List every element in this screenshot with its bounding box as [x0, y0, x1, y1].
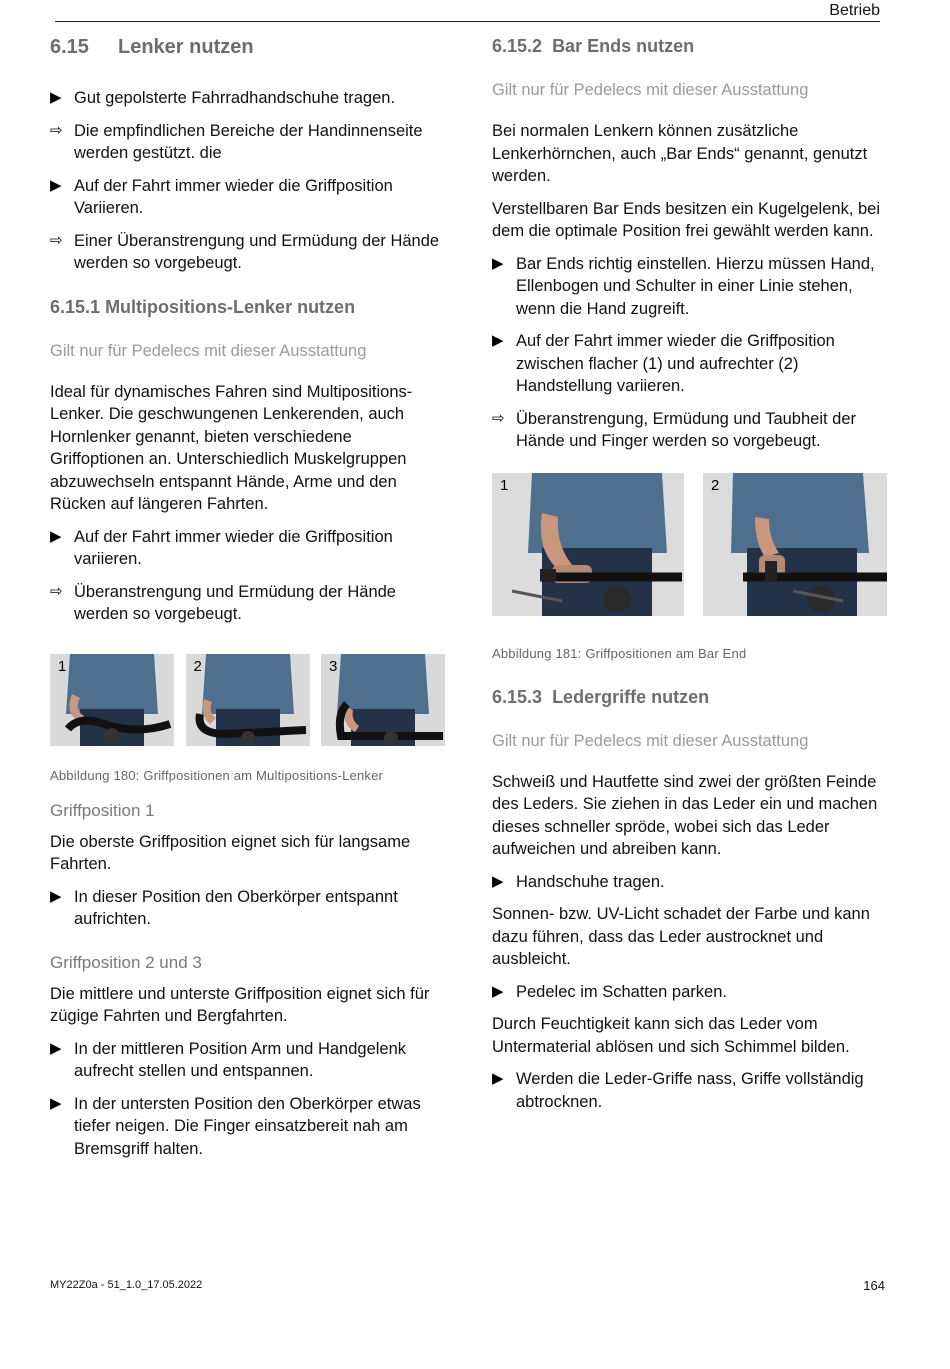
action-step: ▶ Gut gepolsterte Fahrradhandschuhe tragen.: [50, 87, 445, 110]
action-arrow-icon: ▶: [492, 254, 504, 272]
applicability-note: Gilt nur für Pedelecs mit dieser Ausstattung: [492, 731, 809, 750]
action-arrow-icon: ▶: [50, 887, 62, 905]
result-arrow-icon: ⇨: [492, 409, 505, 427]
leather-action-shade: ▶ Pedelec im Schatten parken.: [492, 981, 887, 1004]
applicability-note: Gilt nur für Pedelecs mit dieser Ausstattung: [50, 341, 367, 360]
multiposition-list: [50, 526, 445, 626]
photo-bar-end-1: [492, 473, 684, 616]
photo-illustration: [492, 473, 684, 616]
action-step: ▶ Bar Ends richtig einstellen. Hierzu müssen Hand, Ellenbogen und Schulter in einer Linie stehen, wenn die Hand zugreift.: [492, 254, 875, 318]
section-title: 6.15 Lenker nutzen: [50, 36, 254, 58]
photo-grip-3: [321, 654, 445, 746]
action-step: ▶ In dieser Position den Oberkörper entspannt aufrichten.: [50, 887, 398, 928]
photo-label: 3: [329, 657, 338, 675]
action-arrow-icon: ▶: [50, 1039, 62, 1057]
photo-grip-2: [186, 654, 310, 746]
subsection-title-bar-ends: 6.15.2 Bar Ends nutzen: [492, 36, 695, 56]
grip-23-title: Griffposition 2 und 3: [50, 952, 202, 972]
figure-180-caption: Abbildung 180: Griffpositionen am Multipositions-Lenker: [50, 767, 384, 783]
result-arrow-icon: ⇨: [50, 121, 63, 139]
action-arrow-icon: ▶: [492, 872, 504, 890]
leather-action-gloves: ▶ Handschuhe tragen.: [492, 871, 887, 894]
action-arrow-icon: ▶: [50, 1094, 62, 1112]
grip-1-title: Griffposition 1: [50, 800, 155, 820]
photo-grip-1: [50, 654, 174, 746]
result-step: ⇨ Überanstrengung und Ermüdung der Hände werden so vorgebeugt.: [50, 582, 396, 623]
left-column: [50, 30, 445, 1170]
document-id: MY22Z0a - 51_1.0_17.05.2022: [50, 1279, 203, 1291]
result-step: ⇨ Die empfindlichen Bereiche der Handinnenseite werden gestützt. die: [50, 121, 423, 162]
photo-illustration: [186, 654, 310, 746]
grip-23-list: [50, 1038, 445, 1161]
action-step: ▶ Auf der Fahrt immer wieder die Griffposition zwischen flacher (1) und aufrechter (2) Handstellung variieren.: [492, 332, 835, 395]
figure-180-photos: [50, 654, 445, 746]
grip-23-paragraph: Die mittlere und unterste Griffposition eignet sich für zügige Fahrten und Bergfahrten.: [50, 984, 430, 1025]
subsection-title-leather: 6.15.3 Ledergriffe nutzen: [492, 686, 710, 707]
action-arrow-icon: ▶: [492, 982, 504, 1000]
photo-illustration: [321, 654, 445, 746]
photo-illustration: [50, 654, 174, 746]
section-label: Betrieb: [829, 2, 880, 19]
bar-ends-list: [492, 253, 887, 453]
multiposition-paragraph: Ideal für dynamisches Fahren sind Multipositions-Lenker. Die geschwungenen Lenkerenden, auch Hornlenker genannt, bieten verschiedene Griffoptionen an. Unterschiedlich Muskelgruppen abzuwechseln entspannt Hände, Arme und den Rücken auf längeren Fahrten.: [50, 382, 413, 513]
result-step: ⇨ Überanstrengung, Ermüdung und Taubheit der Hände und Finger werden so vorgebeugt.: [492, 409, 857, 450]
action-arrow-icon: ▶: [50, 176, 62, 194]
subsection-title-multiposition: 6.15.1 Multipositions-Lenker nutzen: [50, 296, 356, 317]
action-arrow-icon: ▶: [492, 332, 504, 349]
bar-ends-paragraph-2: Verstellbaren Bar Ends besitzen ein Kugelgelenk, bei dem die optimale Position frei gewählt werden kann.: [492, 199, 880, 240]
action-arrow-icon: ▶: [50, 89, 62, 106]
photo-label: 1: [58, 657, 67, 675]
page-number: 164: [863, 1278, 885, 1293]
action-step: ▶ Auf der Fahrt immer wieder die Griffposition variieren.: [50, 527, 393, 568]
applicability-note: Gilt nur für Pedelecs mit dieser Ausstattung: [492, 81, 809, 99]
bar-ends-paragraph-1: Bei normalen Lenkern können zusätzliche Lenkerhörnchen, auch „Bar Ends“ genannt, genutzt werden.: [492, 122, 868, 185]
action-step: ▶ Auf der Fahrt immer wieder die Griffposition Variieren.: [50, 176, 393, 217]
action-step: ▶ In der untersten Position den Oberkörper etwas tiefer neigen. Die Finger einsatzbereit nah am Bremsgriff halten.: [50, 1094, 421, 1158]
photo-bar-end-2: [703, 473, 887, 616]
result-arrow-icon: ⇨: [50, 582, 63, 600]
leather-paragraph-1: Schweiß und Hautfette sind zwei der größten Feinde des Leders. Sie ziehen in das Leder ein und machen dieses schneller spröde, wobei sich das Leder aufweichen und abreiben kann.: [492, 772, 878, 858]
grip-1-paragraph: Die oberste Griffposition eignet sich für langsame Fahrten.: [50, 832, 411, 873]
photo-illustration: [703, 473, 887, 616]
leather-paragraph-3: Durch Feuchtigkeit kann sich das Leder vom Untermaterial ablösen und sich Schimmel bilden.: [492, 1015, 850, 1056]
action-step: ▶ In der mittleren Position Arm und Handgelenk aufrecht stellen und entspannen.: [50, 1039, 407, 1080]
photo-label: 2: [193, 657, 202, 675]
header-rule: [55, 21, 880, 22]
result-arrow-icon: ⇨: [50, 231, 63, 249]
action-arrow-icon: ▶: [492, 1070, 504, 1087]
action-arrow-icon: ▶: [50, 527, 62, 545]
intro-list: [50, 87, 445, 275]
grip-1-list: [50, 886, 445, 931]
figure-181-caption: Abbildung 181: Griffpositionen am Bar End: [492, 645, 747, 661]
figure-181-photos: [492, 473, 887, 616]
photo-label: 1: [500, 476, 509, 494]
leather-action-dry: ▶ Werden die Leder-Griffe nass, Griffe vollständig abtrocknen.: [492, 1070, 864, 1111]
photo-label: 2: [711, 476, 720, 494]
result-step: ⇨ Einer Überanstrengung und Ermüdung der Hände werden so vorgebeugt.: [50, 231, 440, 272]
right-column: [492, 30, 887, 1123]
leather-paragraph-2: Sonnen- bzw. UV-Licht schadet der Farbe und kann dazu führen, dass das Leder austrocknet und ausbleicht.: [492, 905, 870, 968]
